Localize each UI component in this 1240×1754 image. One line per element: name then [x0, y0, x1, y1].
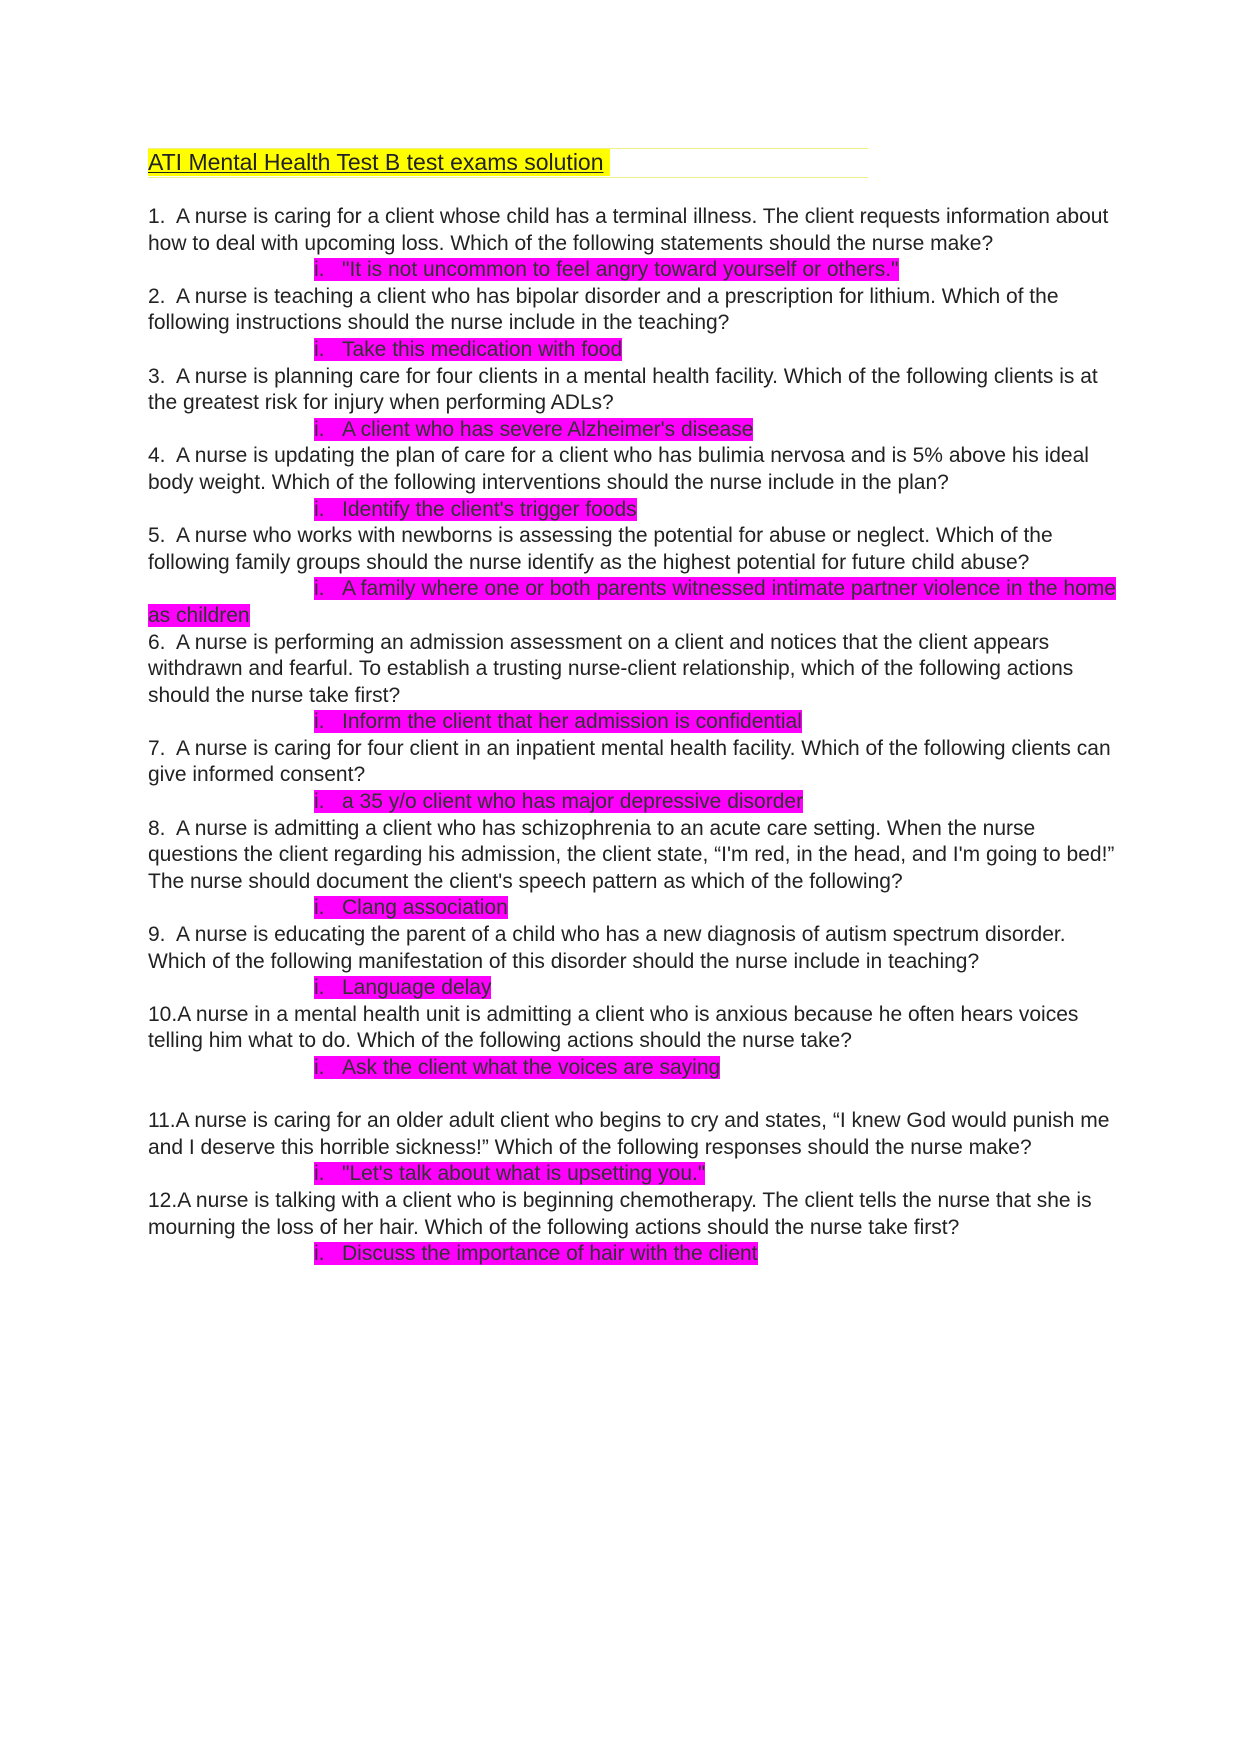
answer-marker: i.	[314, 976, 325, 1000]
blank-line	[148, 1082, 1118, 1109]
question-10	[148, 1002, 1118, 1055]
answer-12	[148, 1241, 1118, 1268]
answer-highlight	[314, 1242, 758, 1265]
answer-6	[148, 709, 1118, 736]
question-number: 6.	[148, 630, 166, 654]
title-area	[148, 148, 868, 178]
answer-highlight	[314, 1056, 720, 1079]
answer-text: A client who has severe Alzheimer's disease	[342, 417, 754, 441]
question-number: 1.	[148, 205, 166, 228]
answer-highlight	[314, 498, 637, 521]
question-number: 2.	[148, 284, 166, 308]
question-number: 11.	[148, 1109, 176, 1133]
answer-7	[148, 789, 1118, 816]
question-text: A nurse is talking with a client who is beginning chemotherapy. The client tells the nurse that she is mourning the loss of her hair. Which of the following actions should the nurse take first?	[148, 1188, 1092, 1239]
answer-text: Inform the client that her admission is confidential	[342, 710, 802, 734]
question-4	[148, 443, 1118, 496]
question-text: A nurse who works with newborns is assessing the potential for abuse or neglect. Which of the following family groups should the nurse identify as the highest potential for future child abuse?	[148, 524, 1053, 574]
answer-highlight	[314, 790, 803, 813]
question-text: A nurse is caring for a client whose child has a terminal illness. The client requests information about how to deal with upcoming loss. Which of the following statements should the nurse make?	[148, 205, 1109, 255]
question-text: A nurse is teaching a client who has bipolar disorder and a prescription for lithium. Which of the following instructions should the nurse include in the teaching?	[148, 284, 1059, 335]
answer-text: Discuss the importance of hair with the client	[342, 1242, 758, 1266]
question-number: 8.	[148, 816, 166, 840]
question-number: 5.	[148, 524, 166, 548]
answer-highlight	[314, 1162, 705, 1185]
answer-2	[148, 337, 1118, 364]
question-number: 9.	[148, 923, 166, 947]
answer-marker: i.	[314, 258, 325, 282]
answer-highlight	[314, 258, 899, 281]
answer-9	[148, 975, 1118, 1002]
answer-text: Clang association	[342, 896, 508, 920]
question-number: 10.	[148, 1002, 178, 1026]
question-text: A nurse is planning care for four clients in a mental health facility. Which of the following clients is at the greatest risk for injury when performing ADLs?	[148, 364, 1098, 415]
question-number: 3.	[148, 364, 166, 388]
question-5	[148, 523, 1118, 576]
answer-text: Take this medication with food	[342, 337, 623, 361]
answer-highlight	[314, 710, 802, 733]
answer-marker: i.	[314, 1056, 325, 1079]
answer-marker: i.	[314, 1162, 325, 1186]
answer-marker: i.	[314, 497, 325, 521]
question-text: A nurse in a mental health unit is admitting a client who is anxious because he often hears voices telling him what to do. Which of the following actions should the nurse take?	[148, 1002, 1079, 1053]
answer-marker: i.	[314, 337, 325, 361]
answer-text: Ask the client what the voices are saying	[342, 1056, 721, 1079]
question-2	[148, 284, 1118, 337]
question-list	[148, 204, 1118, 1268]
answer-text: Identify the client's trigger foods	[342, 497, 637, 521]
answer-marker: i.	[314, 710, 325, 734]
question-7	[148, 736, 1118, 789]
answer-4	[148, 497, 1118, 524]
question-number: 12.	[148, 1188, 178, 1212]
question-11	[148, 1108, 1118, 1161]
question-3	[148, 364, 1118, 417]
question-text: A nurse is admitting a client who has schizophrenia to an acute care setting. When the nurse questions the client regarding his admission, the client state, “I'm red, in the head, and I'm going to bed!” The nurse should document the client's speech pattern as which of the following?	[148, 816, 1115, 893]
question-8	[148, 816, 1118, 896]
answer-highlight	[314, 976, 491, 999]
question-number: 7.	[148, 736, 166, 760]
question-text: A nurse is updating the plan of care for a client who has bulimia nervosa and is 5% above his ideal body weight. Which of the following interventions should the nurse include in the plan?	[148, 444, 1089, 494]
answer-text: "It is not uncommon to feel angry toward yourself or others."	[342, 258, 899, 282]
answer-text: A family where one or both parents witnessed intimate partner violence in the home as children	[148, 577, 1116, 627]
answer-marker: i.	[314, 790, 325, 814]
question-text: A nurse is educating the parent of a child who has a new diagnosis of autism spectrum disorder. Which of the following manifestation of this disorder should the nurse include in teaching?	[148, 923, 1066, 973]
question-number: 4.	[148, 444, 166, 468]
answer-marker: i.	[314, 896, 325, 920]
answer-highlight	[314, 338, 622, 361]
answer-highlight	[314, 896, 508, 919]
answer-10	[148, 1055, 1118, 1082]
answer-text: Language delay	[342, 976, 492, 1000]
question-text: A nurse is caring for four client in an inpatient mental health facility. Which of the following clients can give informed consent?	[148, 736, 1111, 787]
question-text: A nurse is caring for an older adult client who begins to cry and states, “I knew God would punish me and I deserve this horrible sickness!” Which of the following responses should the nurse make?	[148, 1109, 1110, 1159]
answer-marker: i.	[314, 577, 325, 601]
question-6	[148, 630, 1118, 710]
question-1	[148, 204, 1118, 257]
answer-marker: i.	[314, 417, 325, 441]
document-title: ATI Mental Health Test B test exams solution	[148, 149, 610, 176]
answer-1	[148, 257, 1118, 284]
answer-text: "Let's talk about what is upsetting you."	[342, 1162, 706, 1186]
question-text: A nurse is performing an admission assessment on a client and notices that the client appears withdrawn and fearful. To establish a trusting nurse-client relationship, which of the following actions should the nurse take first?	[148, 630, 1074, 707]
answer-8	[148, 895, 1118, 922]
answer-11	[148, 1161, 1118, 1188]
question-9	[148, 922, 1118, 975]
answer-text: a 35 y/o client who has major depressive disorder	[342, 790, 804, 814]
answer-highlight	[314, 418, 753, 441]
answer-5	[148, 576, 1118, 629]
answer-marker: i.	[314, 1242, 325, 1266]
answer-3	[148, 417, 1118, 444]
question-12	[148, 1188, 1118, 1241]
